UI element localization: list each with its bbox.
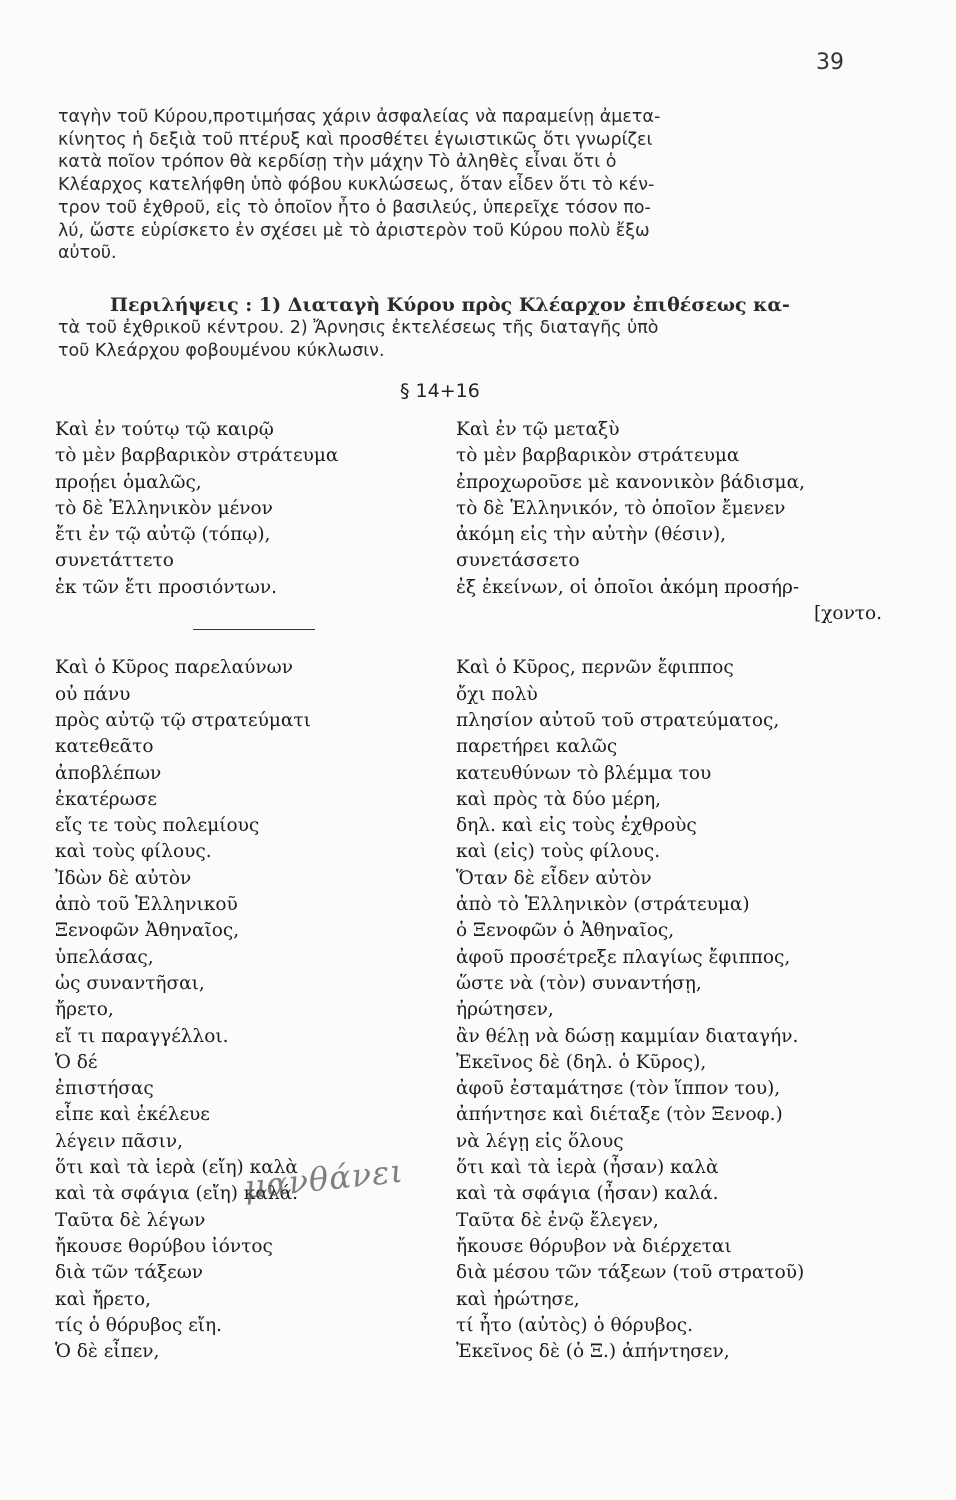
section-mark: § 14+16 <box>400 380 480 402</box>
ancient-line: λέγειν πᾶσιν, <box>55 1130 183 1152</box>
translation-line: διὰ μέσου τῶν τάξεων (τοῦ στρατοῦ) <box>456 1262 805 1284</box>
ancient-line: Καὶ ἐν τούτῳ τῷ καιρῷ <box>55 419 274 440</box>
ancient-line: πρὸς αὐτῷ τῷ στρατεύματι <box>55 709 311 731</box>
prose-line: λύ, ὥστε εὑρίσκετο ἐν σχέσει μὲ τὸ ἀριστερὸν τοῦ Κύρου πολὺ ἔξω <box>58 220 650 241</box>
translation-line: ἀφοῦ ἐσταμάτησε (τὸν ἵππον του), <box>456 1078 781 1100</box>
prose-line: αὐτοῦ. <box>58 243 117 264</box>
translation-line: ἐξ ἐκείνων, οἱ ὁποῖοι ἀκόμη προσήρ- <box>456 576 800 598</box>
translation-line: τὸ δὲ Ἑλληνικόν, τὸ ὁποῖον ἔμενεν <box>456 497 786 519</box>
translation-line: ἀπὸ τὸ Ἑλληνικὸν (στράτευμα) <box>456 894 750 916</box>
summary-line: τοῦ Κλεάρχου φοβουμένου κύκλωσιν. <box>58 341 385 361</box>
prose-line: κατὰ ποῖον τρόπον θὰ κερδίσῃ τὴν μάχην Τὸ ἀληθὲς εἶναι ὅτι ὁ <box>58 152 617 173</box>
translation-line: δηλ. καὶ εἰς τοὺς ἐχθροὺς <box>456 815 697 837</box>
ancient-line: ἀποβλέπων <box>55 762 162 784</box>
translation-line: [χοντο. <box>814 603 883 625</box>
translation-line: συνετάσσετο <box>456 550 580 572</box>
translation-line: ἀκόμη εἰς τὴν αὐτὴν (θέσιν), <box>456 524 727 546</box>
translation-line: ὅτι καὶ τὰ ἱερὰ (ἦσαν) καλὰ <box>456 1157 719 1179</box>
ancient-line: ἐκ τῶν ἔτι προσιόντων. <box>55 576 277 598</box>
ancient-line: ὡς συναντῆσαι, <box>55 972 205 994</box>
ancient-line: τὸ δὲ Ἑλληνικὸν μένον <box>55 497 273 519</box>
ancient-line: Ὁ δέ <box>55 1051 98 1073</box>
ancient-line: καὶ τὰ σφάγια (εἴη) καλά. <box>55 1183 298 1205</box>
translation-line: ἐπροχωροῦσε μὲ κανονικὸν βάδισμα, <box>456 471 805 493</box>
ancient-line: ἤρετο, <box>55 999 114 1021</box>
translation-line: καὶ πρὸς τὰ δύο μέρη, <box>456 788 662 810</box>
prose-paragraph <box>58 106 878 265</box>
translation-line: Ἐκεῖνος δὲ (ὁ Ξ.) ἀπήντησεν, <box>456 1341 730 1363</box>
ancient-line: Καὶ ὁ Κῦρος παρελαύνων <box>55 657 293 679</box>
translation-line: πλησίον αὐτοῦ τοῦ στρατεύματος, <box>456 709 780 731</box>
handwritten-annotation: μανθάνει <box>242 1151 406 1207</box>
ancient-line: ἑκατέρωσε <box>55 788 157 810</box>
ancient-line: καὶ τοὺς φίλους. <box>55 841 212 863</box>
blank-line <box>55 601 455 627</box>
ancient-line: τίς ὁ θόρυβος εἴη. <box>55 1314 223 1336</box>
translation-line: Καὶ ὁ Κῦρος, περνῶν ἔφιππος <box>456 657 734 679</box>
ancient-line: ἐπιστήσας <box>55 1078 154 1100</box>
translation-line: τί ἦτο (αὐτὸς) ὁ θόρυβος. <box>456 1314 693 1336</box>
translation-line: κατευθύνων τὸ βλέμμα του <box>456 762 712 784</box>
translation-line: νὰ λέγῃ εἰς ὅλους <box>456 1130 624 1152</box>
ancient-line: Ἰδὼν δὲ αὐτὸν <box>55 867 192 889</box>
ancient-line: ἤκουσε θορύβου ἰόντος <box>55 1235 273 1257</box>
translation-line: ὁ Ξενοφῶν ὁ Ἀθηναῖος, <box>456 920 675 942</box>
ancient-line: οὐ πάνυ <box>55 683 131 705</box>
summary-paragraph <box>58 294 888 363</box>
translation-line: ἀπήντησε καὶ διέταξε (τὸν Ξενοφ.) <box>456 1104 783 1126</box>
ancient-line: καὶ ἤρετο, <box>55 1288 151 1310</box>
ancient-line: Ὁ δὲ εἶπεν, <box>55 1341 160 1363</box>
ancient-line: εἶπε καὶ ἐκέλευε <box>55 1104 210 1126</box>
translation-line: τὸ μὲν βαρβαρικὸν στράτευμα <box>456 445 740 467</box>
translation-line: ὥστε νὰ (τὸν) συναντήσῃ, <box>456 972 702 994</box>
ancient-line: Ξενοφῶν Ἀθηναῖος, <box>55 920 240 942</box>
underline-mark <box>193 629 315 630</box>
translation-line: ὄχι πολὺ <box>456 683 538 705</box>
translation-line: καὶ τὰ σφάγια (ἦσαν) καλά. <box>456 1183 719 1205</box>
summary-line: τὰ τοῦ ἐχθρικοῦ κέντρου. 2) Ἄρνησις ἐκτελέσεως τῆς διαταγῆς ὑπὸ <box>58 318 659 338</box>
translation-line: Καὶ ἐν τῷ μεταξὺ <box>456 419 620 440</box>
translation-line: καὶ (εἰς) τοὺς φίλους. <box>456 841 661 863</box>
ancient-line: διὰ τῶν τάξεων <box>55 1262 204 1284</box>
ancient-line: συνετάττετο <box>55 550 174 572</box>
translation-line: ἀφοῦ προσέτρεξε πλαγίως ἔφιππος, <box>456 946 791 968</box>
translation-line: Ἐκεῖνος δὲ (δηλ. ὁ Κῦρος), <box>456 1051 707 1073</box>
ancient-line: ὅτι καὶ τὰ ἱερὰ (εἴη) καλὰ <box>55 1157 298 1179</box>
ancient-line: εἴ τι παραγγέλλοι. <box>55 1025 229 1047</box>
prose-line: τρον τοῦ ἐχθροῦ, εἰς τὸ ὁποῖον ἦτο ὁ βασιλεύς, ὑπερεῖχε τόσον πο- <box>58 197 651 218</box>
block-gap <box>55 627 455 655</box>
translation-line: παρετήρει καλῶς <box>456 736 618 758</box>
ancient-line: ἔτι ἐν τῷ αὐτῷ (τόπῳ), <box>55 524 271 546</box>
page-number: 39 <box>816 50 844 75</box>
prose-line: ταγὴν τοῦ Κύρου,προτιμήσας χάριν ἀσφαλείας νὰ παραμείνῃ ἀμετα- <box>58 107 661 127</box>
translation-line: Ταῦτα δὲ ἐνῷ ἔλεγεν, <box>456 1209 659 1231</box>
prose-line: κίνητος ἡ δεξιὰ τοῦ πτέρυξ καὶ προσθέτει ἐγωιστικῶς ὅτι γνωρίζει <box>58 129 653 150</box>
ancient-line: ὑπελάσας, <box>55 946 154 968</box>
translation-line: ἂν θέλῃ νὰ δώσῃ καμμίαν διαταγήν. <box>456 1025 799 1047</box>
ancient-text-column <box>55 417 455 1365</box>
prose-line: Κλέαρχος κατελήφθη ὑπὸ φόβου κυκλώσεως, ὅταν εἶδεν ὅτι τὸ κέν- <box>58 175 655 196</box>
ancient-line: προῄει ὁμαλῶς, <box>55 471 202 493</box>
translation-line: ἤκουσε θόρυβον νὰ διέρχεται <box>456 1235 732 1257</box>
summary-line: Περιλήψεις : 1) Διαταγὴ Κύρου πρὸς Κλέαρχον ἐπιθέσεως κα- <box>110 294 790 316</box>
ancient-line: εἴς τε τοὺς πολεμίους <box>55 815 260 837</box>
translation-line: καὶ ἠρώτησε, <box>456 1288 580 1310</box>
translation-line: Ὅταν δὲ εἶδεν αὐτὸν <box>456 867 652 889</box>
ancient-line: τὸ μὲν βαρβαρικὸν στράτευμα <box>55 445 339 467</box>
block-gap <box>456 627 896 655</box>
translation-line: ἠρώτησεν, <box>456 999 554 1021</box>
ancient-line: ἀπὸ τοῦ Ἑλληνικοῦ <box>55 894 238 916</box>
translation-column <box>456 417 896 1365</box>
ancient-line: Ταῦτα δὲ λέγων <box>55 1209 206 1231</box>
ancient-line: κατεθεᾶτο <box>55 736 154 758</box>
